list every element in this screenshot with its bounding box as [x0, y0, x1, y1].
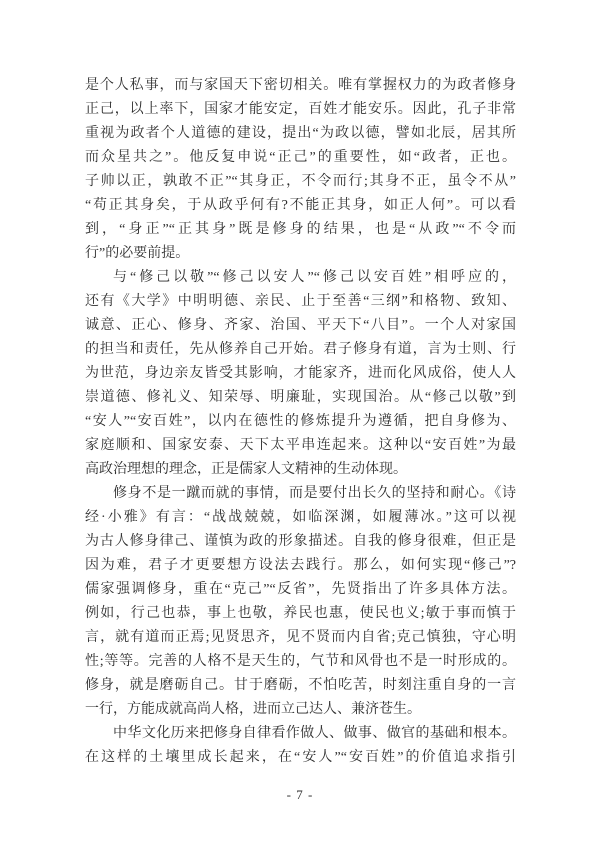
text-line: 家庭顺和、国家安泰、天下太平串连起来。这种以“安百姓”为最	[85, 438, 516, 453]
text-line: 子帅以正，孰敢不正”“其身正，不令而行;其身不正，虽令不从”	[85, 174, 516, 189]
text-line: 为世范，身边亲友皆受其影响，才能家齐，进而化风成俗，使人人	[85, 366, 516, 381]
text-line: 经·小雅》有言：“战战兢兢，如临深渊，如履薄冰。”这可以视	[85, 510, 516, 525]
text-line: 重视为政者个人道德的建设，提出“为政以德，譬如北辰，居其所	[85, 126, 516, 141]
text-line: 因为难，君子才更要想方设法去践行。那么，如何实现“修己”?	[85, 558, 516, 573]
text-line: 诚意、正心、修身、齐家、治国、平天下“八目”。一个人对家国	[85, 318, 516, 333]
text-line: 性;等等。完善的人格不是天生的，气节和风骨也不是一时形成的。	[85, 654, 516, 669]
text-line: 修身不是一蹴而就的事情，而是要付出长久的坚持和耐心。《诗	[113, 486, 516, 501]
text-line: 而众星共之”。他反复申说“正己”的重要性，如“政者，正也。	[85, 150, 516, 165]
text-line: 例如，行己也恭，事上也敬，养民也惠，使民也义;敏于事而慎于	[85, 606, 516, 621]
text-line: 一行，方能成就高尚人格，进而立己达人、兼济苍生。	[85, 702, 421, 717]
text-line: 正己，以上率下，国家才能安定，百姓才能安乐。因此，孔子非常	[85, 102, 516, 117]
text-line: “苟正其身矣，于从政乎何有?不能正其身，如正人何”。可以看	[85, 198, 516, 213]
text-line: “安人”“安百姓”，以内在德性的修炼提升为遵循，把自身修为、	[85, 414, 516, 429]
text-line: 与“修己以敬”“修己以安人”“修己以安百姓”相呼应的，	[113, 270, 516, 285]
text-line: 是个人私事，而与家国天下密切相关。唯有掌握权力的为政者修身	[85, 78, 516, 93]
text-line: 在这样的土壤里成长起来，在“安人”“安百姓”的价值追求指引	[85, 750, 516, 765]
text-line: 行”的必要前提。	[85, 246, 190, 261]
text-line: 中华文化历来把修身自律看作做人、做事、做官的基础和根本。	[113, 726, 516, 741]
body-text	[85, 74, 516, 770]
text-line: 到，“身正”“正其身”既是修身的结果，也是“从政”“不令而	[85, 222, 516, 237]
text-line: 言，就有道而正焉;见贤思齐，见不贤而内自省;克己慎独，守心明	[85, 630, 516, 645]
page-number: - 7 -	[286, 787, 314, 802]
text-line: 高政治理想的理念，正是儒家人文精神的生动体现。	[85, 462, 407, 477]
text-line: 修身，就是磨砺自己。甘于磨砺，不怕吃苦，时刻注重自身的一言	[85, 678, 516, 693]
text-line: 还有《大学》中明明德、亲民、止于至善“三纲”和格物、致知、	[85, 294, 516, 309]
text-line: 崇道德、修礼义、知荣辱、明廉耻，实现国治。从“修己以敬”到	[85, 390, 516, 405]
text-line: 的担当和责任，先从修养自己开始。君子修身有道，言为士则、行	[85, 342, 516, 357]
text-line: 儒家强调修身，重在“克己”“反省”，先贤指出了许多具体方法。	[85, 582, 516, 597]
text-line: 为古人修身律己、谨慎为政的形象描述。自我的修身很难，但正是	[85, 534, 516, 549]
